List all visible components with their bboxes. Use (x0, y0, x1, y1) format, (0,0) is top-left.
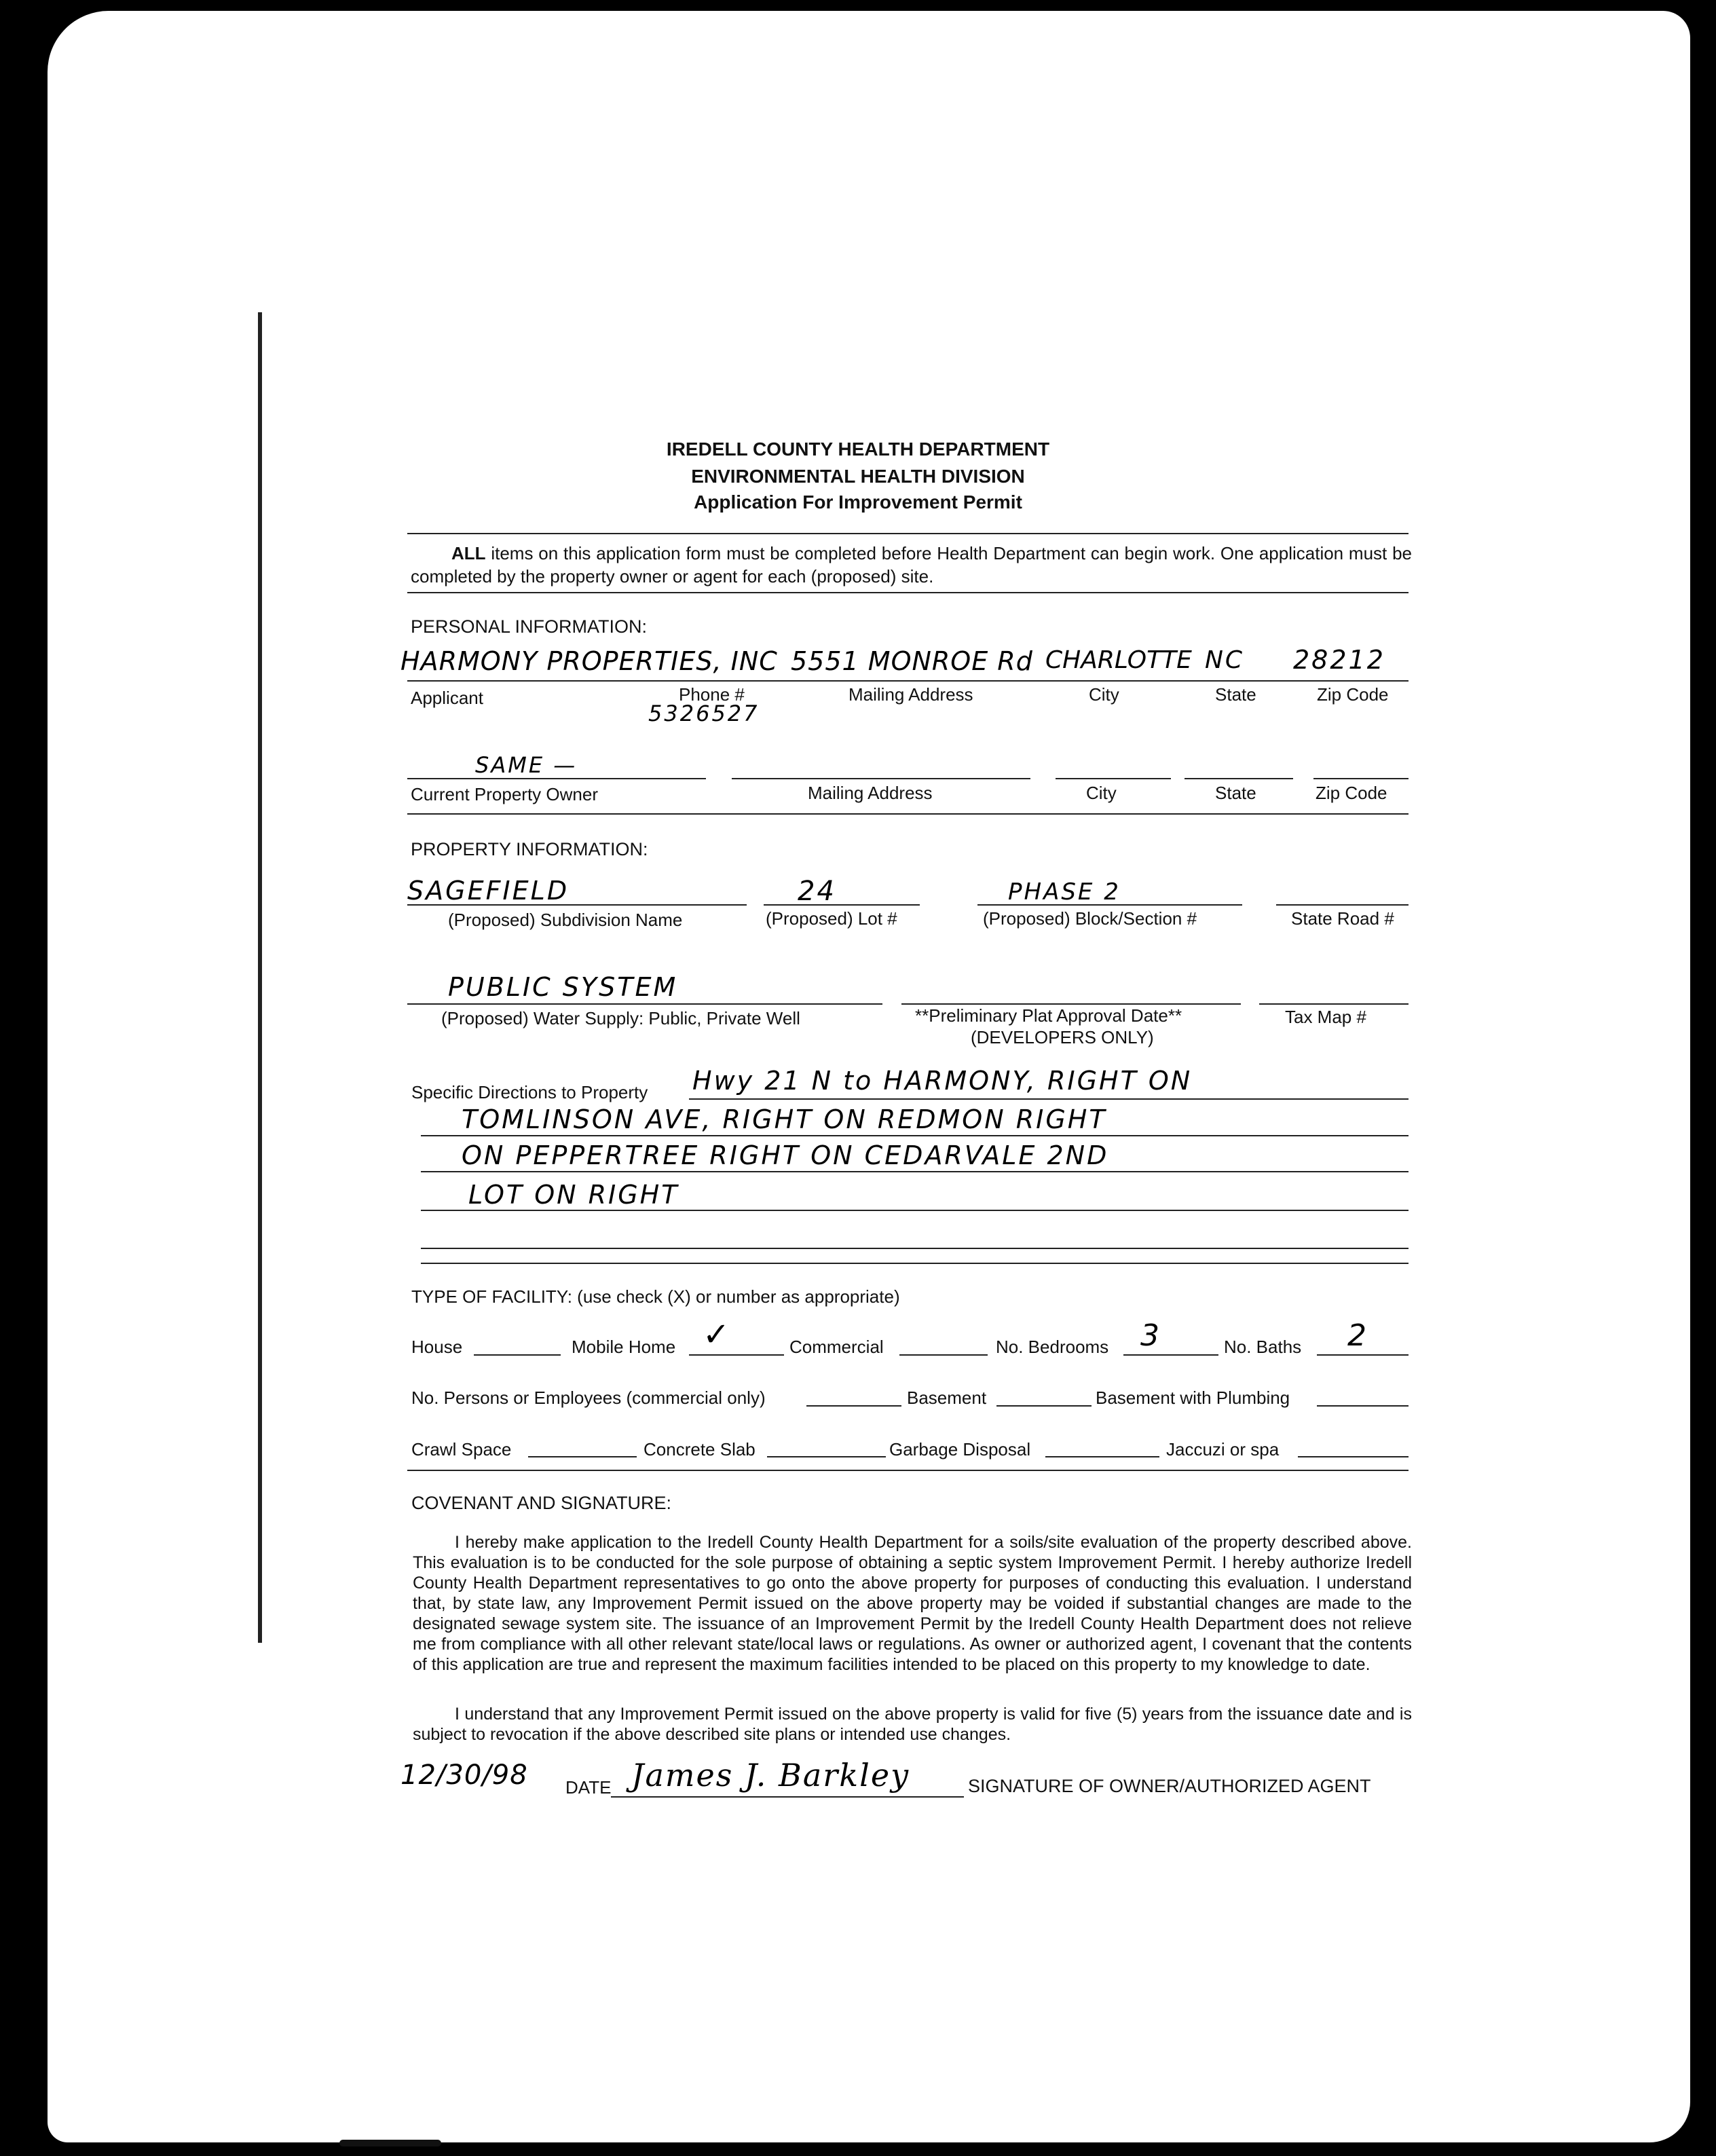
basement-plumbing-line (1317, 1405, 1409, 1407)
directions-line-3: ON PEPPERTREE RIGHT ON CEDARVALE 2ND (462, 1140, 1109, 1170)
garbage-line (1045, 1456, 1159, 1457)
subdivision-line (407, 904, 747, 906)
mobile-line (689, 1354, 784, 1356)
owner-city-line (1056, 778, 1171, 779)
directions-rule-1 (689, 1098, 1409, 1100)
rule (407, 533, 1409, 534)
rule (407, 813, 1409, 815)
slab-label: Concrete Slab (644, 1439, 756, 1460)
mobile-label: Mobile Home (572, 1337, 676, 1357)
persons-line (806, 1405, 901, 1407)
taxmap-label: Tax Map # (1285, 1007, 1366, 1027)
directions-rule-5 (421, 1248, 1409, 1249)
developers-label: (DEVELOPERS ONLY) (971, 1027, 1154, 1047)
owner-state-line (1185, 778, 1293, 779)
water-label: (Proposed) Water Supply: Public, Private Well (441, 1008, 800, 1028)
road-line (1276, 904, 1409, 906)
owner-label: Current Property Owner (411, 784, 598, 804)
owner-zip-label: Zip Code (1316, 783, 1387, 803)
rule (407, 592, 1409, 593)
signature-line (611, 1796, 964, 1798)
plat-line (901, 1003, 1241, 1005)
crawl-label: Crawl Space (411, 1439, 512, 1460)
garbage-label: Garbage Disposal (889, 1439, 1031, 1460)
zip-label: Zip Code (1317, 684, 1389, 705)
taxmap-line (1259, 1003, 1409, 1005)
city-value: CHARLOTTE (1045, 646, 1192, 674)
intro-bold: ALL (451, 543, 486, 563)
rule (407, 1470, 1409, 1471)
basement-label: Basement (907, 1388, 987, 1408)
state-value: NC (1205, 646, 1245, 674)
lot-value: 24 (798, 876, 836, 907)
crawl-line (528, 1456, 637, 1457)
covenant-paragraph-1: I hereby make application to the Iredell County Health Department for a soils/site evaluation of the property described above. This evaluation is to be conducted for the sole purpose of obtaining a septic system Improvement Permit. I hereby authorize Iredell County Health Department representatives to go onto the above property for purposes of conducting this evaluation. I understand that, by state law, any Improvement Permit issued on the above property may be voided if substantial changes are made to the designated sewage system site. The issuance of an Improvement Permit by the Iredell County Health Department does not relieve me from compliance with all other relevant state/local laws or regulations. As owner or authorized agent, I covenant that the contents of this application are true and represent the maximum facilities intended to be placed on this property to my knowledge to date. (413, 1533, 1412, 1674)
owner-mailing-label: Mailing Address (808, 783, 933, 803)
block-value: PHASE 2 (1008, 878, 1121, 906)
scan-smudge (339, 2140, 441, 2146)
covenant-heading: COVENANT AND SIGNATURE: (411, 1493, 672, 1513)
directions-line-2: TOMLINSON AVE, RIGHT ON REDMON RIGHT (462, 1104, 1107, 1134)
owner-line (407, 778, 706, 779)
date-label: DATE (565, 1777, 612, 1798)
applicant-line (407, 680, 1409, 682)
persons-label: No. Persons or Employees (commercial only) (411, 1388, 766, 1408)
baths-label: No. Baths (1224, 1337, 1302, 1357)
city-label: City (1089, 684, 1119, 705)
house-label: House (411, 1337, 463, 1357)
block-line (977, 904, 1242, 906)
header-division: ENVIRONMENTAL HEALTH DIVISION (691, 466, 1025, 487)
directions-rule-4 (421, 1210, 1409, 1211)
jacuzzi-line (1298, 1456, 1409, 1457)
owner-state-label: State (1215, 783, 1256, 803)
directions-rule-6 (421, 1263, 1409, 1264)
directions-rule-3 (421, 1171, 1409, 1172)
commercial-line (899, 1354, 988, 1356)
signature-label: SIGNATURE OF OWNER/AUTHORIZED AGENT (968, 1776, 1371, 1796)
owner-city-label: City (1086, 783, 1117, 803)
basement-plumbing-label: Basement with Plumbing (1096, 1388, 1290, 1408)
plat-label: **Preliminary Plat Approval Date** (915, 1005, 1182, 1026)
owner-mailing-line (732, 778, 1030, 779)
water-line (407, 1003, 882, 1005)
directions-line-4: LOT ON RIGHT (468, 1180, 679, 1210)
lot-label: (Proposed) Lot # (766, 908, 897, 929)
date-value: 12/30/98 (400, 1760, 528, 1791)
commercial-label: Commercial (789, 1337, 884, 1357)
property-heading: PROPERTY INFORMATION: (411, 839, 648, 859)
mobile-value: ✓ (703, 1316, 732, 1354)
applicant-value: HARMONY PROPERTIES, INC (400, 646, 778, 676)
signature-value: James J. Barkley (631, 1757, 910, 1793)
bedrooms-line (1123, 1354, 1218, 1356)
basement-line (996, 1405, 1092, 1407)
zip-value: 28212 (1293, 645, 1385, 675)
subdivision-label: (Proposed) Subdivision Name (448, 910, 683, 930)
road-label: State Road # (1291, 908, 1394, 929)
jacuzzi-label: Jaccuzi or spa (1166, 1439, 1280, 1460)
applicant-label: Applicant (411, 688, 483, 708)
mailing-label: Mailing Address (848, 684, 973, 705)
baths-value: 2 (1347, 1318, 1368, 1353)
intro-text (411, 542, 1412, 588)
water-value: PUBLIC SYSTEM (448, 972, 678, 1002)
phone-value: 5326527 (648, 701, 760, 726)
intro-body: items on this application form must be completed before Health Department can begin work. One application must be completed by the property owner or agent for each (proposed) site. (411, 543, 1412, 587)
state-label: State (1215, 684, 1256, 705)
subdivision-value: SAGEFIELD (407, 876, 570, 906)
directions-rule-2 (421, 1135, 1409, 1136)
bedrooms-value: 3 (1140, 1318, 1161, 1353)
block-label: (Proposed) Block/Section # (983, 908, 1197, 929)
owner-value: SAME — (475, 752, 578, 778)
header-title: IREDELL COUNTY HEALTH DEPARTMENT (666, 439, 1050, 460)
lot-line (764, 904, 920, 906)
mailing-value: 5551 MONROE Rd (791, 646, 1033, 676)
header-form-title: Application For Improvement Permit (694, 491, 1022, 513)
directions-line-1: Hwy 21 N to HARMONY, RIGHT ON (692, 1066, 1193, 1096)
slab-line (767, 1456, 886, 1457)
bedrooms-label: No. Bedrooms (996, 1337, 1109, 1357)
directions-label: Specific Directions to Property (411, 1082, 648, 1102)
covenant-paragraph-2: I understand that any Improvement Permit issued on the above property is valid for five (5) years from the issuance date and is subject to revocation if the above described site plans or intended use changes. (413, 1705, 1412, 1744)
phone-label: Phone # (679, 684, 745, 705)
personal-heading: PERSONAL INFORMATION: (411, 616, 648, 637)
owner-zip-line (1313, 778, 1409, 779)
facility-heading: TYPE OF FACILITY: (use check (X) or number as appropriate) (411, 1286, 900, 1307)
house-line (474, 1354, 561, 1356)
baths-line (1317, 1354, 1409, 1356)
